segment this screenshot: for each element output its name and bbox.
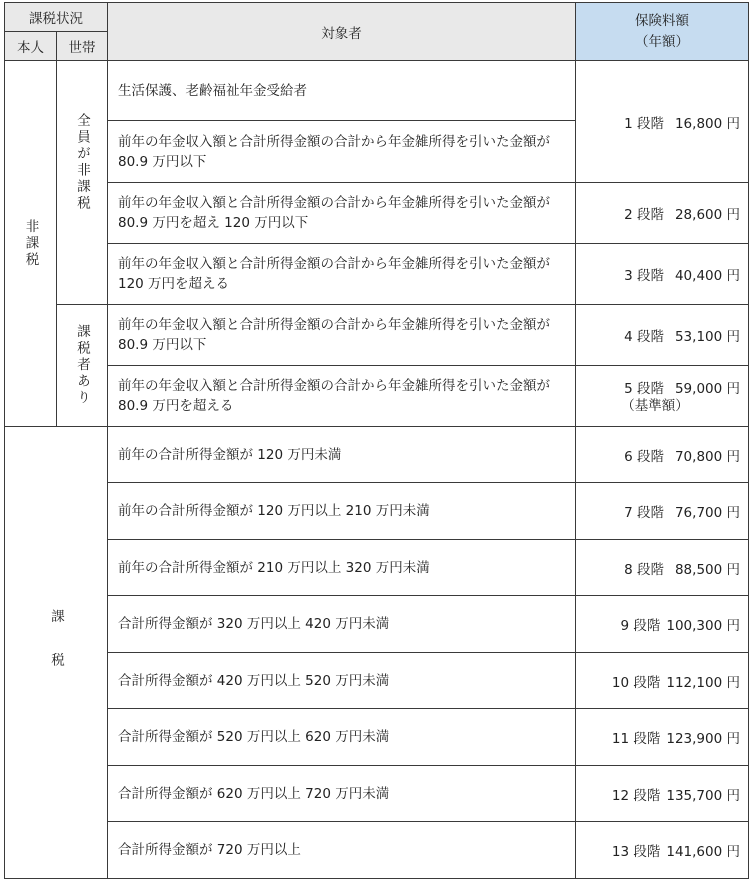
fee-cell [576,61,749,183]
amount-value: 112,100 円 [666,674,740,691]
fee-header [576,3,749,61]
fee-cell [576,540,749,596]
table-row [5,305,749,366]
amount-value: 88,500 円 [674,561,740,578]
target-cell: 前年の年金収入額と合計所得金額の合計から年金雑所得を引いた金額が 80.9 万円以下 [108,121,576,183]
target-cell: 前年の年金収入額と合計所得金額の合計から年金雑所得を引いた金額が 80.9 万円を超える [108,366,576,427]
amount-value: 100,300 円 [666,618,740,634]
self-nontaxed-cell [5,61,57,427]
amount-value: 123,900 円 [666,731,740,747]
stage-label: 4 段階 [624,329,664,345]
amount-value: 28,600 円 [674,207,740,223]
stage-label: 2 段階 [624,207,664,223]
table-row [5,822,749,879]
table-row [5,653,749,709]
table-row [5,596,749,653]
fee-cell [576,653,749,709]
stage-label: 6 段階 [624,448,664,465]
fee-cell [576,596,749,653]
fee-cell [576,822,749,879]
household-has-taxed-cell [57,305,108,427]
stage-label: 1 段階 [624,115,664,132]
table-row [5,709,749,766]
stage-label: 7 段階 [624,505,664,521]
table-row [5,366,749,427]
target-cell: 合計所得金額が 520 万円以上 620 万円未満 [108,709,576,766]
table-row [5,540,749,596]
self-taxed-label: 課税 [48,609,64,696]
target-cell: 前年の合計所得金額が 210 万円以上 320 万円未満 [108,540,576,596]
household-has-taxed-label: 課税者あり [74,324,90,407]
target-cell: 前年の合計所得金額が 120 万円以上 210 万円未満 [108,483,576,540]
table-row [5,766,749,822]
self-taxed-cell [5,427,108,879]
self-header: 本人 [5,32,57,61]
stage-label: 12 段階 [611,787,661,804]
household-all-nontaxed-cell [57,61,108,305]
fee-cell [576,305,749,366]
amount-value: 135,700 円 [666,787,740,804]
target-cell: 合計所得金額が 420 万円以上 520 万円未満 [108,653,576,709]
amount-value: 16,800 円 [674,115,740,132]
premium-table [4,2,749,879]
household-header: 世帯 [57,32,108,61]
target-cell: 合計所得金額が 620 万円以上 720 万円未満 [108,766,576,822]
target-cell: 合計所得金額が 320 万円以上 420 万円未満 [108,596,576,653]
stage-label: 3 段階 [624,268,664,284]
amount-value: 141,600 円 [666,844,740,860]
household-all-nontaxed-label: 全員が非課税 [74,113,90,212]
fee-cell [576,483,749,540]
target-cell: 生活保護、老齢福祉年金受給者 [108,61,576,121]
stage-label: 5 段階 [624,381,664,397]
fee-cell [576,366,749,427]
amount-value: 40,400 円 [674,268,740,284]
self-nontaxed-label: 非課税 [22,218,39,269]
target-cell: 前年の年金収入額と合計所得金額の合計から年金雑所得を引いた金額が 80.9 万円以下 [108,305,576,366]
base-amount-note: （基準額） [621,398,689,414]
fee-header-line1: 保険料額 [635,12,689,29]
target-cell: 前年の年金収入額と合計所得金額の合計から年金雑所得を引いた金額が 80.9 万円を超え 120 万円以下 [108,183,576,244]
amount-value: 53,100 円 [674,329,740,345]
amount-value: 59,000 円 [674,381,740,397]
fee-cell [576,766,749,822]
table-row [5,427,749,483]
fee-header-line2: （年額） [635,33,689,50]
table-row [5,244,749,305]
target-cell: 合計所得金額が 720 万円以上 [108,822,576,879]
table-row [5,183,749,244]
table-row [5,61,749,121]
tax-status-header: 課税状況 [5,3,108,32]
target-cell: 前年の合計所得金額が 120 万円未満 [108,427,576,483]
target-header: 対象者 [108,3,576,61]
table-row [5,483,749,540]
amount-value: 70,800 円 [674,448,740,465]
stage-label: 10 段階 [611,674,661,691]
target-cell: 前年の年金収入額と合計所得金額の合計から年金雑所得を引いた金額が 120 万円を超える [108,244,576,305]
stage-label: 11 段階 [611,731,661,747]
fee-cell [576,709,749,766]
stage-label: 9 段階 [620,618,661,634]
fee-cell [576,244,749,305]
amount-value: 76,700 円 [674,505,740,521]
stage-label: 13 段階 [611,844,661,860]
fee-cell [576,427,749,483]
fee-cell [576,183,749,244]
stage-label: 8 段階 [624,561,664,578]
